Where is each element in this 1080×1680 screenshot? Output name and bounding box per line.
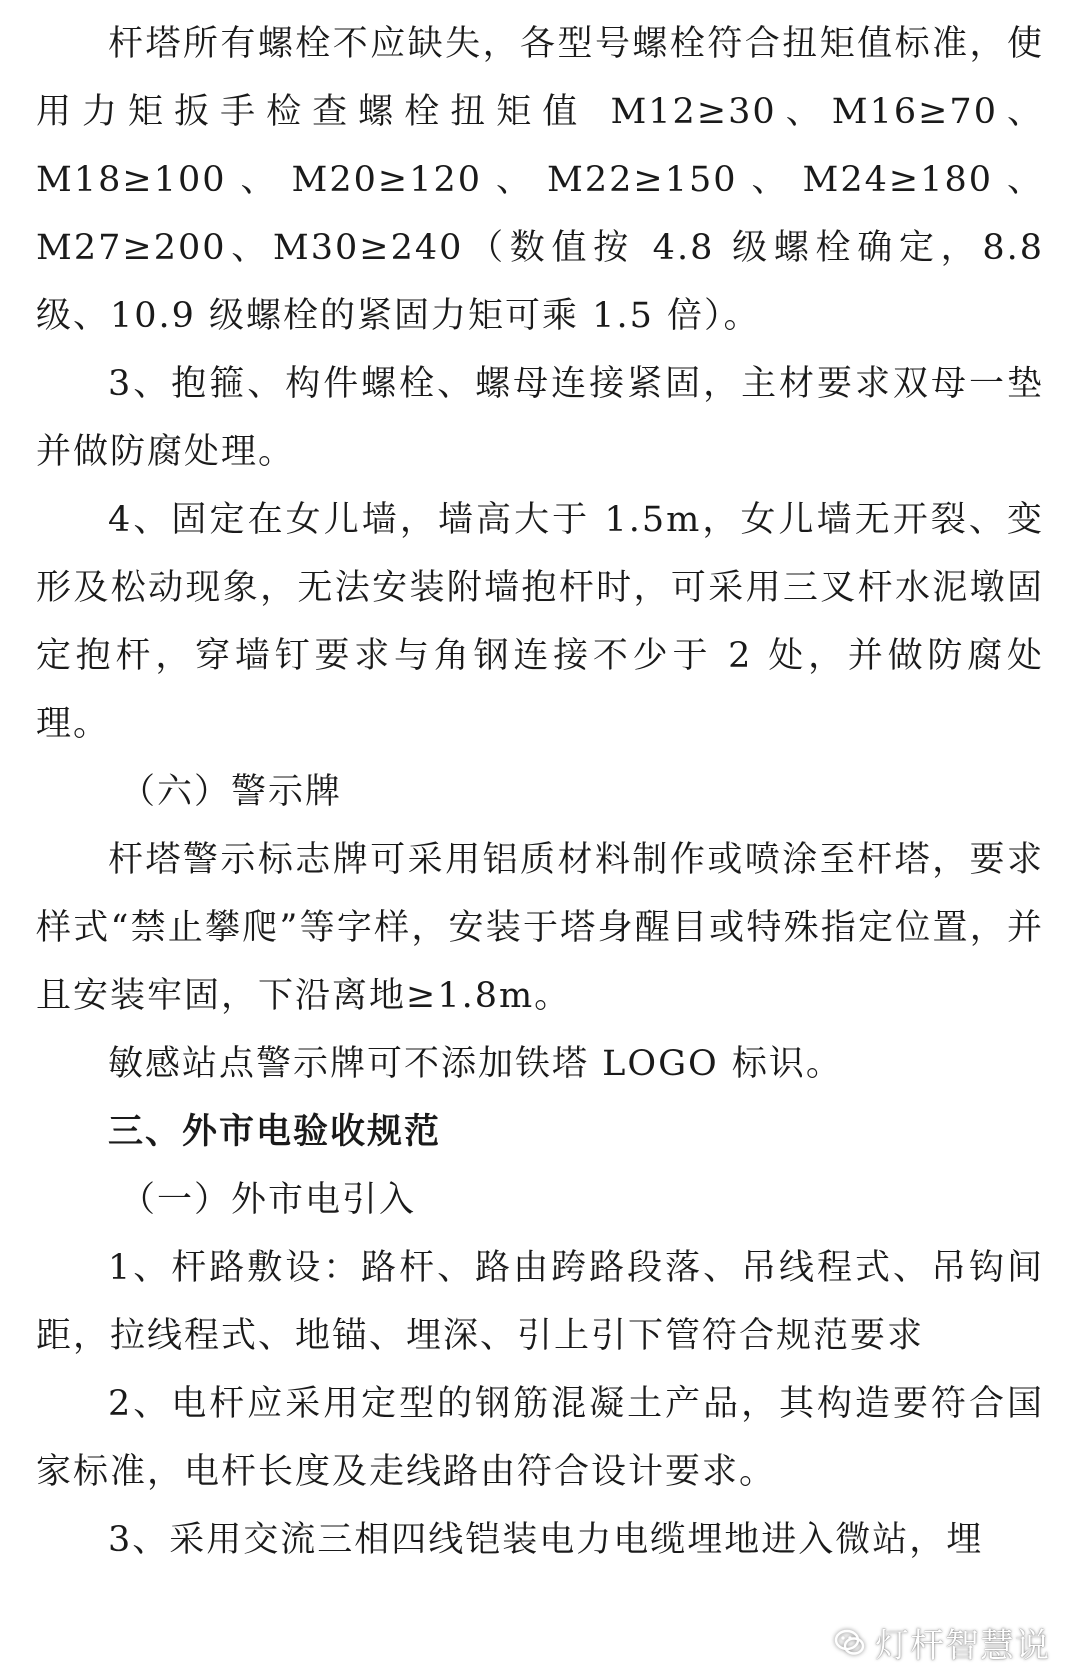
paragraph-sensitive-site: 敏感站点警示牌可不添加铁塔 LOGO 标识。 (108, 1044, 843, 1084)
subheading-warning-sign: （六）警示牌 (120, 772, 343, 812)
heading-external-power: 三、外市电验收规范 (108, 1111, 442, 1152)
watermark (833, 1618, 1050, 1667)
paragraph-concrete-pole: 2、电杆应采用定型的钢筋混凝土产品，其构造要符合国家标准，电杆长度及走线路由符合设计要求。 (36, 1384, 1044, 1492)
paragraph-pole-laying: 1、杆路敷设：路杆、路由跨路段落、吊线程式、吊钩间距，拉线程式、地锚、埋深、引上引下管符合规范要求 (36, 1248, 1044, 1356)
subheading-power-introduction: （一）外市电引入 (120, 1180, 417, 1220)
paragraph-hoop-bolts: 3、抱箍、构件螺栓、螺母连接紧固，主材要求双母一垫并做防腐处理。 (36, 364, 1044, 472)
watermark-text: 灯杆智慧说 (875, 1626, 1050, 1666)
wechat-icon (833, 1626, 867, 1660)
paragraph-bolt-torque: 杆塔所有螺栓不应缺失，各型号螺栓符合扭矩值标准，使用力矩扳手检查螺栓扭矩值 M12≥30、M16≥70、M18≥100、M20≥120、M22≥150、M24≥180、M27≥200、M30≥240（数值按 4.8 级螺栓确定，8.8 级、10.9 级螺栓的紧固力矩可乘 1.5 倍）。 (36, 24, 1044, 336)
paragraph-armored-cable: 3、采用交流三相四线铠装电力电缆埋地进入微站，埋 (108, 1520, 984, 1560)
paragraph-warning-sign-material: 杆塔警示标志牌可采用铝质材料制作或喷涂至杆塔，要求样式“禁止攀爬”等字样，安装于塔身醒目或特殊指定位置，并且安装牢固，下沿离地≥1.8m。 (36, 840, 1044, 1016)
paragraph-parapet-wall: 4、固定在女儿墙，墙高大于 1.5m，女儿墙无开裂、变形及松动现象，无法安装附墙抱杆时，可采用三叉杆水泥墩固定抱杆，穿墙钉要求与角钢连接不少于 2 处，并做防腐处理。 (36, 500, 1044, 744)
document-body (36, 10, 1044, 1574)
